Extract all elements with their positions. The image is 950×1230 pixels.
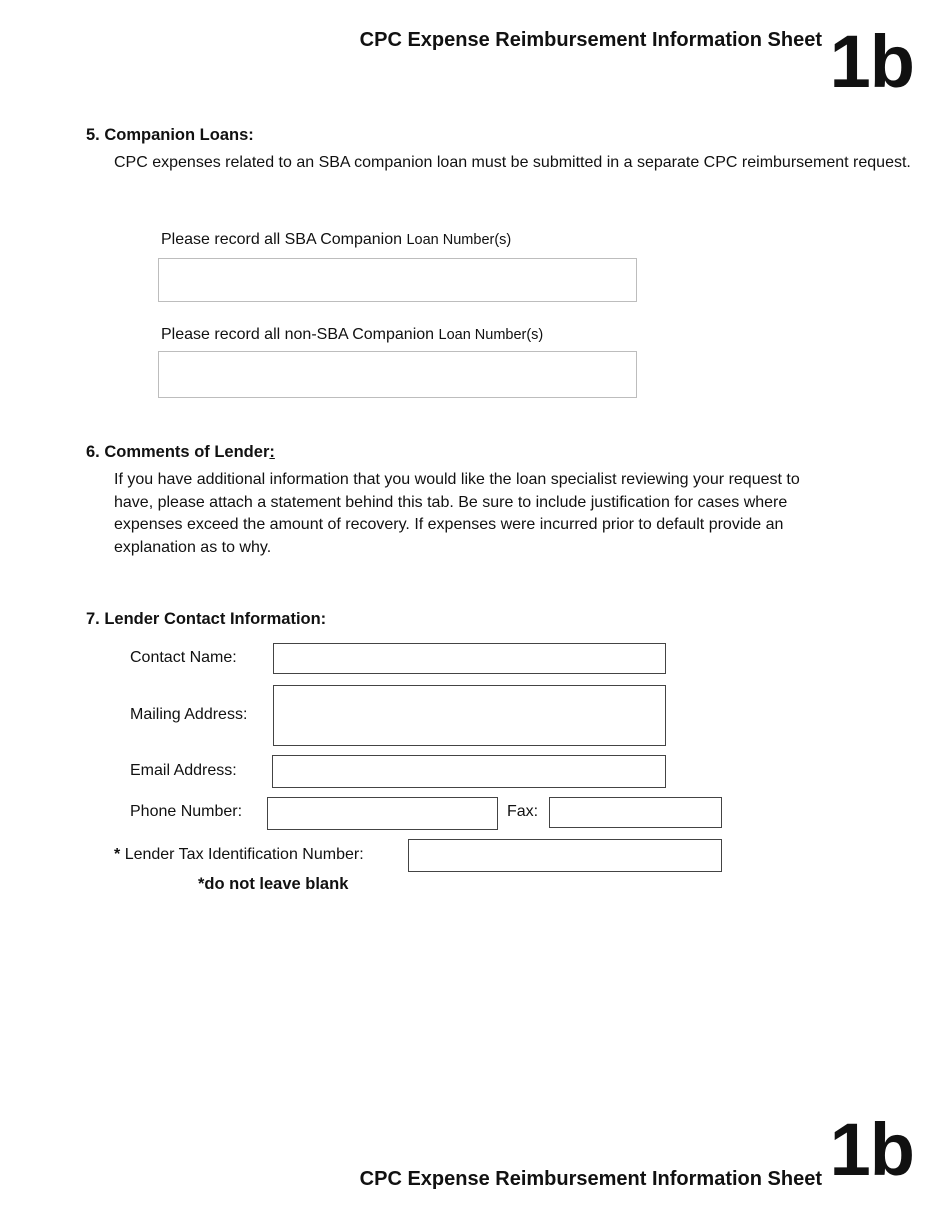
page-header-title: CPC Expense Reimbursement Information Sheet xyxy=(359,29,822,51)
page-footer-title: CPC Expense Reimbursement Information Sheet xyxy=(359,1168,822,1190)
mailing-address-label: Mailing Address: xyxy=(130,706,248,723)
tab-number-header: 1b xyxy=(829,20,914,103)
phone-number-label: Phone Number: xyxy=(130,803,243,820)
fax-field[interactable] xyxy=(549,797,722,828)
section-6-title-text: 6. Comments of Lender xyxy=(86,443,270,461)
sba-loan-number-field[interactable] xyxy=(158,258,637,302)
sba-loan-number-label xyxy=(161,231,511,249)
contact-name-field[interactable] xyxy=(273,643,666,674)
tax-id-label-text: Lender Tax Identification Number: xyxy=(124,846,364,863)
tax-id-field[interactable] xyxy=(408,839,722,872)
section-6-title-colon: : xyxy=(269,443,275,461)
section-7-title: 7. Lender Contact Information: xyxy=(86,610,327,628)
non-sba-loan-number-label xyxy=(161,326,543,344)
fax-label: Fax: xyxy=(507,803,539,820)
contact-name-label: Contact Name: xyxy=(130,649,237,666)
phone-number-field[interactable] xyxy=(267,797,498,830)
required-asterisk: * xyxy=(114,846,121,863)
email-address-field[interactable] xyxy=(272,755,666,788)
non-sba-loan-number-label-main: Please record all non-SBA Companion xyxy=(161,326,435,343)
non-sba-loan-number-field[interactable] xyxy=(158,351,637,398)
email-address-label: Email Address: xyxy=(130,762,237,779)
sba-loan-number-label-small: Loan Number(s) xyxy=(406,232,512,248)
section-5-description: CPC expenses related to an SBA companion loan must be submitted in a separate CPC reimbursement request. xyxy=(114,154,911,171)
non-sba-loan-number-label-small: Loan Number(s) xyxy=(438,327,544,343)
tab-number-footer: 1b xyxy=(829,1108,914,1191)
section-6-description: If you have additional information that you would like the loan specialist reviewing your request to have, please attach a statement behind this tab. Be sure to include justification for cases where expenses exceed the amount of recovery. If expenses were incurred prior to default provide an explanation as to why. xyxy=(114,471,800,556)
section-5-title: 5. Companion Loans: xyxy=(86,126,254,144)
tax-id-required-note: *do not leave blank xyxy=(198,875,349,893)
tax-id-label xyxy=(114,846,364,864)
mailing-address-field[interactable] xyxy=(273,685,666,746)
sba-loan-number-label-main: Please record all SBA Companion xyxy=(161,231,403,248)
section-6-title xyxy=(86,443,275,462)
